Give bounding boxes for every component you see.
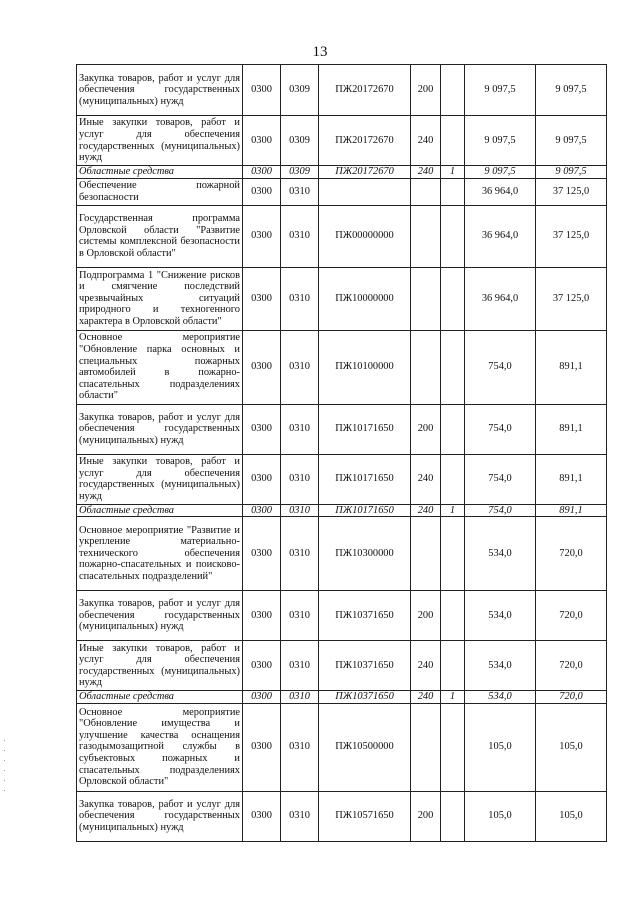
row-subsection: 0310 <box>281 517 319 591</box>
row-section: 0300 <box>243 330 281 404</box>
row-target-article: ПЖ10171650 <box>319 404 411 454</box>
row-name: Основное мероприятие "Обновление парка основных и специальных пожарных автомобилей в пожарно-спасательных подразделениях области" <box>77 330 243 404</box>
row-section: 0300 <box>243 691 281 704</box>
row-funding-source <box>441 404 465 454</box>
row-amount-year2: 105,0 <box>536 791 607 841</box>
row-expense-type <box>411 178 441 205</box>
row-subsection: 0309 <box>281 65 319 116</box>
table-row <box>77 517 607 591</box>
row-section: 0300 <box>243 178 281 205</box>
row-amount-year2: 9 097,5 <box>536 116 607 166</box>
table-row <box>77 404 607 454</box>
row-subsection: 0310 <box>281 267 319 330</box>
row-name: Иные закупки товаров, работ и услуг для обеспечения государственных (муниципальных) нужд <box>77 116 243 166</box>
table-row-regional-funds <box>77 166 607 179</box>
row-expense-type <box>411 267 441 330</box>
row-funding-source <box>441 791 465 841</box>
table-row <box>77 267 607 330</box>
row-expense-type <box>411 703 441 791</box>
row-target-article: ПЖ20172670 <box>319 116 411 166</box>
row-funding-source <box>441 641 465 691</box>
row-expense-type: 200 <box>411 404 441 454</box>
row-section: 0300 <box>243 454 281 504</box>
row-target-article: ПЖ10500000 <box>319 703 411 791</box>
table-body <box>77 65 607 842</box>
row-amount-year2: 37 125,0 <box>536 267 607 330</box>
row-subsection: 0310 <box>281 641 319 691</box>
table-row <box>77 178 607 205</box>
row-funding-source: 1 <box>441 691 465 704</box>
row-amount-year2: 891,1 <box>536 404 607 454</box>
row-expense-type: 240 <box>411 691 441 704</box>
row-name: Государственная программа Орловской области "Развитие системы комплексной безопасности в Орловской области" <box>77 205 243 267</box>
row-expense-type: 200 <box>411 591 441 641</box>
row-target-article: ПЖ20172670 <box>319 166 411 179</box>
table-row <box>77 116 607 166</box>
row-section: 0300 <box>243 166 281 179</box>
row-target-article: ПЖ00000000 <box>319 205 411 267</box>
row-subsection: 0310 <box>281 591 319 641</box>
row-subsection: 0310 <box>281 504 319 517</box>
row-name: Иные закупки товаров, работ и услуг для обеспечения государственных (муниципальных) нужд <box>77 641 243 691</box>
row-funding-source <box>441 267 465 330</box>
row-expense-type <box>411 517 441 591</box>
row-section: 0300 <box>243 404 281 454</box>
row-amount-year2: 9 097,5 <box>536 65 607 116</box>
row-target-article: ПЖ10300000 <box>319 517 411 591</box>
row-funding-source <box>441 591 465 641</box>
row-name: Основное мероприятие "Развитие и укрепление материально-технического обеспечения пожарно-спасательных и поисково-спасательных подразделений" <box>77 517 243 591</box>
row-amount-year1: 754,0 <box>465 504 536 517</box>
row-section: 0300 <box>243 504 281 517</box>
row-amount-year2: 891,1 <box>536 454 607 504</box>
row-expense-type: 240 <box>411 504 441 517</box>
table-row <box>77 454 607 504</box>
row-section: 0300 <box>243 591 281 641</box>
table-row <box>77 641 607 691</box>
row-section: 0300 <box>243 703 281 791</box>
row-funding-source <box>441 178 465 205</box>
row-target-article: ПЖ10571650 <box>319 791 411 841</box>
row-funding-source <box>441 454 465 504</box>
row-amount-year2: 891,1 <box>536 504 607 517</box>
row-amount-year1: 36 964,0 <box>465 205 536 267</box>
row-expense-type: 240 <box>411 166 441 179</box>
row-funding-source <box>441 116 465 166</box>
row-funding-source <box>441 330 465 404</box>
row-funding-source <box>441 205 465 267</box>
row-name: Закупка товаров, работ и услуг для обеспечения государственных (муниципальных) нужд <box>77 404 243 454</box>
row-expense-type: 200 <box>411 791 441 841</box>
row-funding-source: 1 <box>441 166 465 179</box>
row-amount-year2: 37 125,0 <box>536 205 607 267</box>
row-expense-type: 240 <box>411 641 441 691</box>
row-amount-year1: 105,0 <box>465 791 536 841</box>
row-expense-type: 200 <box>411 65 441 116</box>
row-subsection: 0310 <box>281 205 319 267</box>
row-amount-year2: 9 097,5 <box>536 166 607 179</box>
row-amount-year2: 720,0 <box>536 591 607 641</box>
row-target-article: ПЖ10371650 <box>319 591 411 641</box>
row-subsection: 0310 <box>281 404 319 454</box>
table-row <box>77 65 607 116</box>
row-name: Обеспечение пожарной безопасности <box>77 178 243 205</box>
margin-marks <box>4 740 6 800</box>
row-amount-year1: 534,0 <box>465 591 536 641</box>
table-row <box>77 791 607 841</box>
table-row <box>77 330 607 404</box>
row-name: Закупка товаров, работ и услуг для обеспечения государственных (муниципальных) нужд <box>77 791 243 841</box>
row-target-article: ПЖ10100000 <box>319 330 411 404</box>
table-row-regional-funds <box>77 504 607 517</box>
row-target-article: ПЖ10000000 <box>319 267 411 330</box>
row-name: Областные средства <box>77 691 243 704</box>
table-row-regional-funds <box>77 691 607 704</box>
row-amount-year2: 720,0 <box>536 517 607 591</box>
row-target-article: ПЖ10371650 <box>319 641 411 691</box>
row-target-article: ПЖ10171650 <box>319 504 411 517</box>
row-name: Основное мероприятие "Обновление имущества и улучшение качества оснащения газодымозащитной службы в субъектовых пожарных и спасательных подразделениях Орловской области" <box>77 703 243 791</box>
row-subsection: 0310 <box>281 691 319 704</box>
row-funding-source <box>441 703 465 791</box>
row-name: Областные средства <box>77 166 243 179</box>
row-amount-year1: 534,0 <box>465 641 536 691</box>
row-amount-year2: 37 125,0 <box>536 178 607 205</box>
row-subsection: 0309 <box>281 166 319 179</box>
row-section: 0300 <box>243 65 281 116</box>
row-name: Закупка товаров, работ и услуг для обеспечения государственных (муниципальных) нужд <box>77 65 243 116</box>
row-name: Закупка товаров, работ и услуг для обеспечения государственных (муниципальных) нужд <box>77 591 243 641</box>
row-amount-year2: 720,0 <box>536 691 607 704</box>
row-subsection: 0310 <box>281 791 319 841</box>
row-target-article: ПЖ10171650 <box>319 454 411 504</box>
row-amount-year1: 9 097,5 <box>465 116 536 166</box>
table-row <box>77 205 607 267</box>
row-section: 0300 <box>243 641 281 691</box>
row-funding-source <box>441 517 465 591</box>
row-subsection: 0309 <box>281 116 319 166</box>
table-row <box>77 703 607 791</box>
row-section: 0300 <box>243 116 281 166</box>
row-amount-year1: 36 964,0 <box>465 267 536 330</box>
budget-table <box>76 64 607 842</box>
row-amount-year1: 754,0 <box>465 454 536 504</box>
row-section: 0300 <box>243 517 281 591</box>
row-amount-year1: 534,0 <box>465 517 536 591</box>
row-target-article <box>319 178 411 205</box>
row-target-article: ПЖ20172670 <box>319 65 411 116</box>
row-amount-year1: 754,0 <box>465 330 536 404</box>
table-row <box>77 591 607 641</box>
row-name: Иные закупки товаров, работ и услуг для обеспечения государственных (муниципальных) нужд <box>77 454 243 504</box>
page-number: 13 <box>312 44 328 60</box>
row-expense-type: 240 <box>411 454 441 504</box>
row-target-article: ПЖ10371650 <box>319 691 411 704</box>
row-amount-year1: 105,0 <box>465 703 536 791</box>
row-section: 0300 <box>243 791 281 841</box>
row-section: 0300 <box>243 205 281 267</box>
row-funding-source <box>441 65 465 116</box>
row-expense-type <box>411 330 441 404</box>
row-name: Подпрограмма 1 "Снижение рисков и смягчение последствий чрезвычайных ситуаций природного и техногенного характера в Орловской области" <box>77 267 243 330</box>
row-amount-year1: 9 097,5 <box>465 166 536 179</box>
row-expense-type: 240 <box>411 116 441 166</box>
row-amount-year2: 720,0 <box>536 641 607 691</box>
row-subsection: 0310 <box>281 454 319 504</box>
row-amount-year1: 534,0 <box>465 691 536 704</box>
row-expense-type <box>411 205 441 267</box>
row-amount-year2: 891,1 <box>536 330 607 404</box>
row-name: Областные средства <box>77 504 243 517</box>
row-funding-source: 1 <box>441 504 465 517</box>
row-amount-year1: 9 097,5 <box>465 65 536 116</box>
row-section: 0300 <box>243 267 281 330</box>
row-subsection: 0310 <box>281 330 319 404</box>
row-subsection: 0310 <box>281 703 319 791</box>
row-subsection: 0310 <box>281 178 319 205</box>
row-amount-year2: 105,0 <box>536 703 607 791</box>
row-amount-year1: 36 964,0 <box>465 178 536 205</box>
row-amount-year1: 754,0 <box>465 404 536 454</box>
